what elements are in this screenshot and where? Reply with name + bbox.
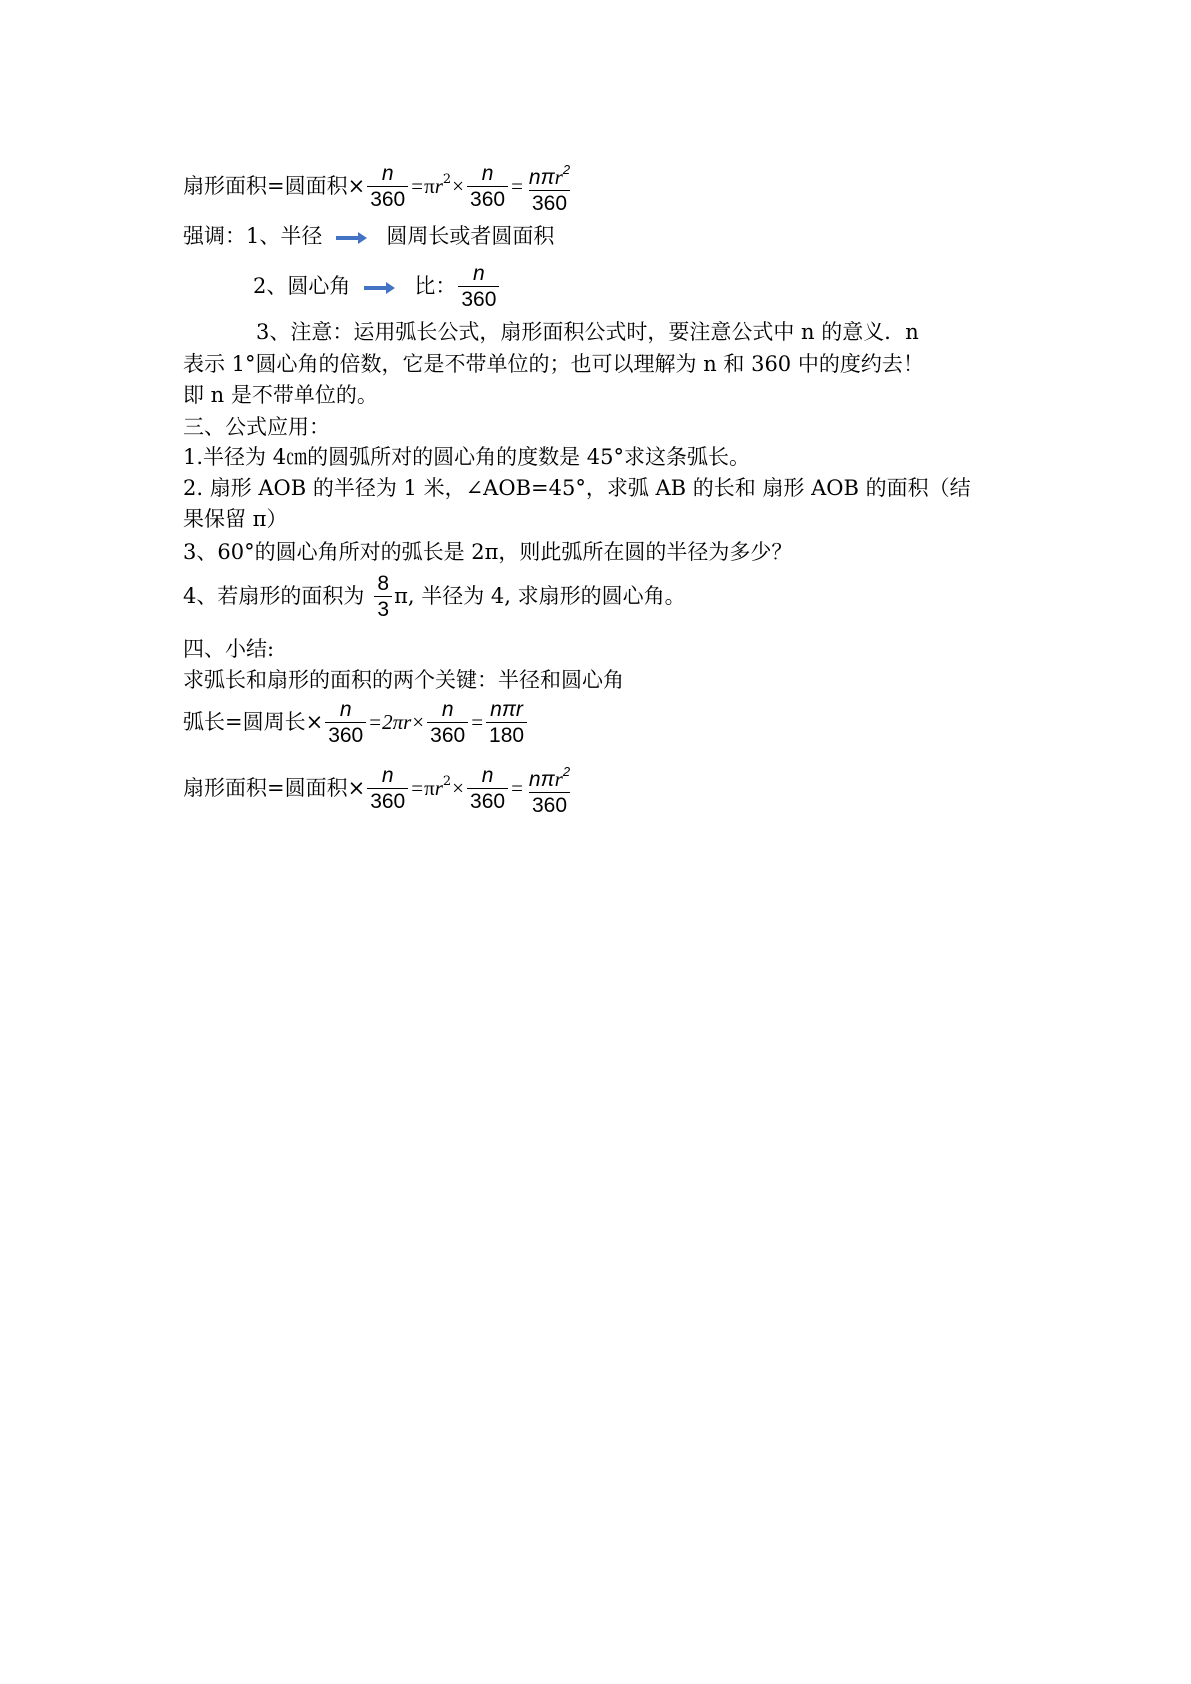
question-1: 1.半径为 4㎝的圆弧所对的圆心角的度数是 45°求这条弧长。 — [183, 445, 750, 469]
question-2-line-1: 2. 扇形 AOB 的半径为 1 米，∠AOB=45°，求弧 AB 的长和 扇形 AOB 的面积（结 — [183, 476, 971, 500]
emphasis-line-1: 强调：1、半径 圆周长或者圆面积 — [183, 224, 555, 248]
right-arrow-icon — [336, 231, 368, 245]
note-line-3: 即 n 是不带单位的。 — [183, 383, 378, 407]
fraction-8-3: $\frac{8}{3}$ — [374, 572, 392, 623]
sector-area-formula-bottom: 扇形面积=圆面积× $\frac{n}{360}$ $=\pi r^2\times$ $\frac{n}{360}$ = $\frac{n\pi r^2}{360}$ — [183, 764, 571, 817]
question-4: 4、若扇形的面积为 $\frac{8}{3}$ π, 半径为 4, 求扇形的圆心角。 — [183, 572, 686, 621]
section-3-title: 三、公式应用： — [183, 415, 330, 439]
question-3: 3、60°的圆心角所对的弧长是 2π，则此弧所在圆的半径为多少？ — [183, 540, 793, 564]
right-arrow-icon — [364, 281, 396, 295]
note-line-2: 表示 1°圆心角的倍数，它是不带单位的；也可以理解为 n 和 360 中的度约去！ — [183, 352, 924, 376]
note-line-1: 3、注意：运用弧长公式，扇形面积公式时，要注意公式中 n 的意义．n — [256, 320, 919, 344]
fraction-n-360: $\frac{n}{360}$ — [367, 162, 408, 213]
sector-area-formula-top: 扇形面积=圆面积× $\frac{n}{360}$ $=\pi r^2\times$ $\frac{n}{360}$ = $\frac{n\pi r^2}{360}$ — [183, 162, 571, 215]
section-4-title: 四、小结: — [183, 637, 275, 661]
question-2-line-2: 果保留 π） — [183, 507, 288, 531]
emphasis-line-2: 2、圆心角 比： $\frac{n}{360}$ — [253, 262, 1031, 313]
summary-line: 求弧长和扇形的面积的两个关键：半径和圆心角 — [183, 668, 624, 692]
arc-length-formula: 弧长=圆周长× $\frac{n}{360}$ =2πr× $\frac{n}{360}$ = $\frac{\text{nπr}}{180}$ — [183, 698, 1031, 749]
fraction-n-360: $\frac{n}{360}$ — [458, 262, 499, 313]
